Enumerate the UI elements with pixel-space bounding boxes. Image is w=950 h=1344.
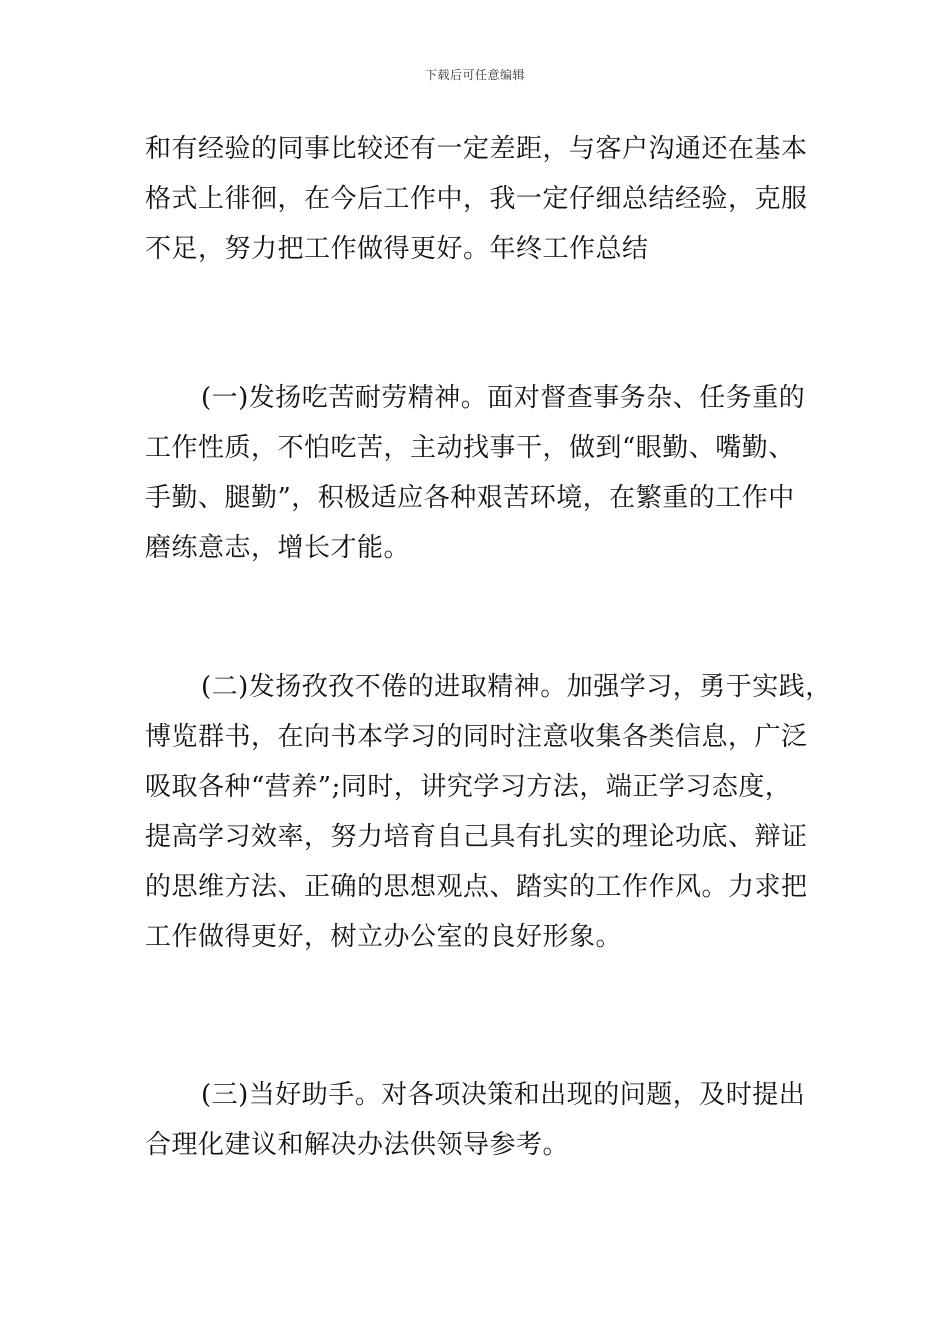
text-line: 工作性质，不怕吃苦，主动找事干，做到“眼勤、嘴勤、 — [145, 433, 795, 463]
text-line: 博览群书，在向书本学习的同时注意收集各类信息，广泛 — [145, 722, 808, 752]
paragraph-section-3 — [145, 1070, 825, 1170]
text-line: 吸取各种“营养”;同时，讲究学习方法，端正学习态度， — [145, 772, 792, 802]
header-note: 下载后可任意编辑 — [424, 68, 525, 82]
text-line: 格式上徘徊，在今后工作中，我一定仔细总结经验，克服 — [145, 184, 808, 214]
text-line: 提高学习效率，努力培育自己具有扎实的理论功底、辩证 — [145, 822, 808, 852]
text-line: (二)发扬孜孜不倦的进取精神。加强学习，勇于实践， — [201, 672, 832, 702]
text-line: 和有经验的同事比较还有一定差距，与客户沟通还在基本 — [145, 134, 808, 164]
text-line: 合理化建议和解决办法供领导参考。 — [145, 1130, 570, 1160]
paragraph-continuation — [145, 124, 825, 274]
text-line: 工作做得更好，树立办公室的良好形象。 — [145, 922, 623, 952]
paragraph-section-1 — [145, 373, 825, 573]
text-line: 手勤、腿勤”，积极适应各种艰苦环境，在繁重的工作中 — [145, 483, 795, 513]
paragraph-section-2 — [145, 662, 832, 962]
text-line: 磨练意志，增长才能。 — [145, 533, 411, 563]
text-line: 不足，努力把工作做得更好。年终工作总结 — [145, 234, 649, 264]
text-line: (三)当好助手。对各项决策和出现的问题，及时提出 — [201, 1080, 806, 1110]
text-line: 的思维方法、正确的思想观点、踏实的工作作风。力求把 — [145, 872, 808, 902]
text-line: (一)发扬吃苦耐劳精神。面对督查事务杂、任务重的 — [201, 383, 806, 413]
